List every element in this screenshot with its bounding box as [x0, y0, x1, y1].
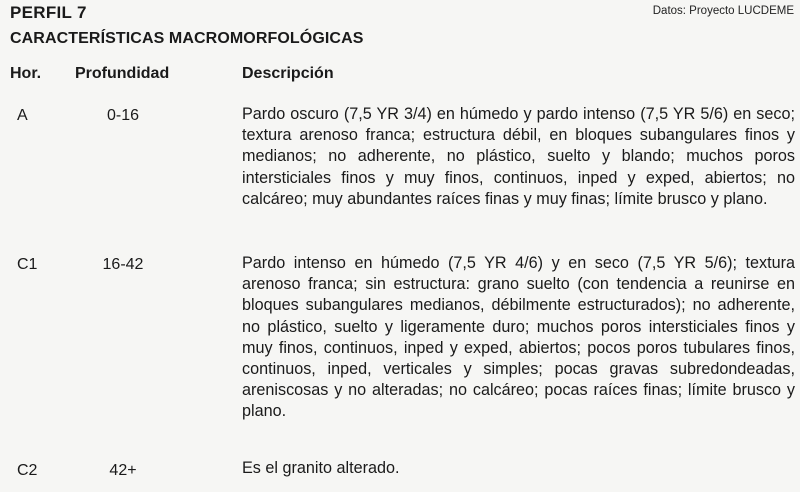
column-header-description: Descripción: [242, 65, 334, 82]
data-source: Datos: Proyecto LUCDEME: [652, 5, 794, 17]
row-c2-depth: 42+: [109, 462, 137, 479]
row-c2-description: Es el granito alterado.: [242, 459, 400, 477]
column-header-horizon: Hor.: [10, 65, 42, 82]
row-c1-horizon: C1: [17, 256, 38, 273]
row-a-horizon: A: [17, 107, 28, 124]
profile-title: PERFIL 7: [10, 3, 87, 22]
section-subtitle: CARACTERÍSTICAS MACROMORFOLÓGICAS: [10, 30, 364, 47]
row-c1-description: Pardo intenso en húmedo (7,5 YR 4/6) y en seco (7,5 YR 5/6); textura arenoso franca; sin estructura: grano suelto (con tendencia a reunirse en bloques subangulares medianos, débilmente estructurados); no adherente, no plástico, suelto y ligeramente duro; muchos poros intersticiales finos y muy finos, continuos, inped y exped, abiertos; pocos poros tubulares finos, continuos, inped, verticales y simples; pocas gravas subredondeadas, areniscosas y no alteradas; no calcáreo; pocas raíces finas; límite brusco y plano.: [242, 254, 795, 421]
row-c2-horizon: C2: [17, 462, 38, 479]
row-a-depth: 0-16: [106, 107, 140, 124]
row-a-description: Pardo oscuro (7,5 YR 3/4) en húmedo y pardo intenso (7,5 YR 5/6) en seco; textura arenoso franca; estructura débil, en bloques subangulares finos y medianos; no adherente, no plástico, suelto y blando; muchos poros intersticiales finos y muy finos, continuos, inped y exped, abiertos; no calcáreo; muy abundantes raíces finas y muy finas; límite brusco y plano.: [242, 105, 795, 208]
row-c1-depth: 16-42: [102, 256, 144, 273]
column-header-depth: Profundidad: [75, 65, 170, 82]
